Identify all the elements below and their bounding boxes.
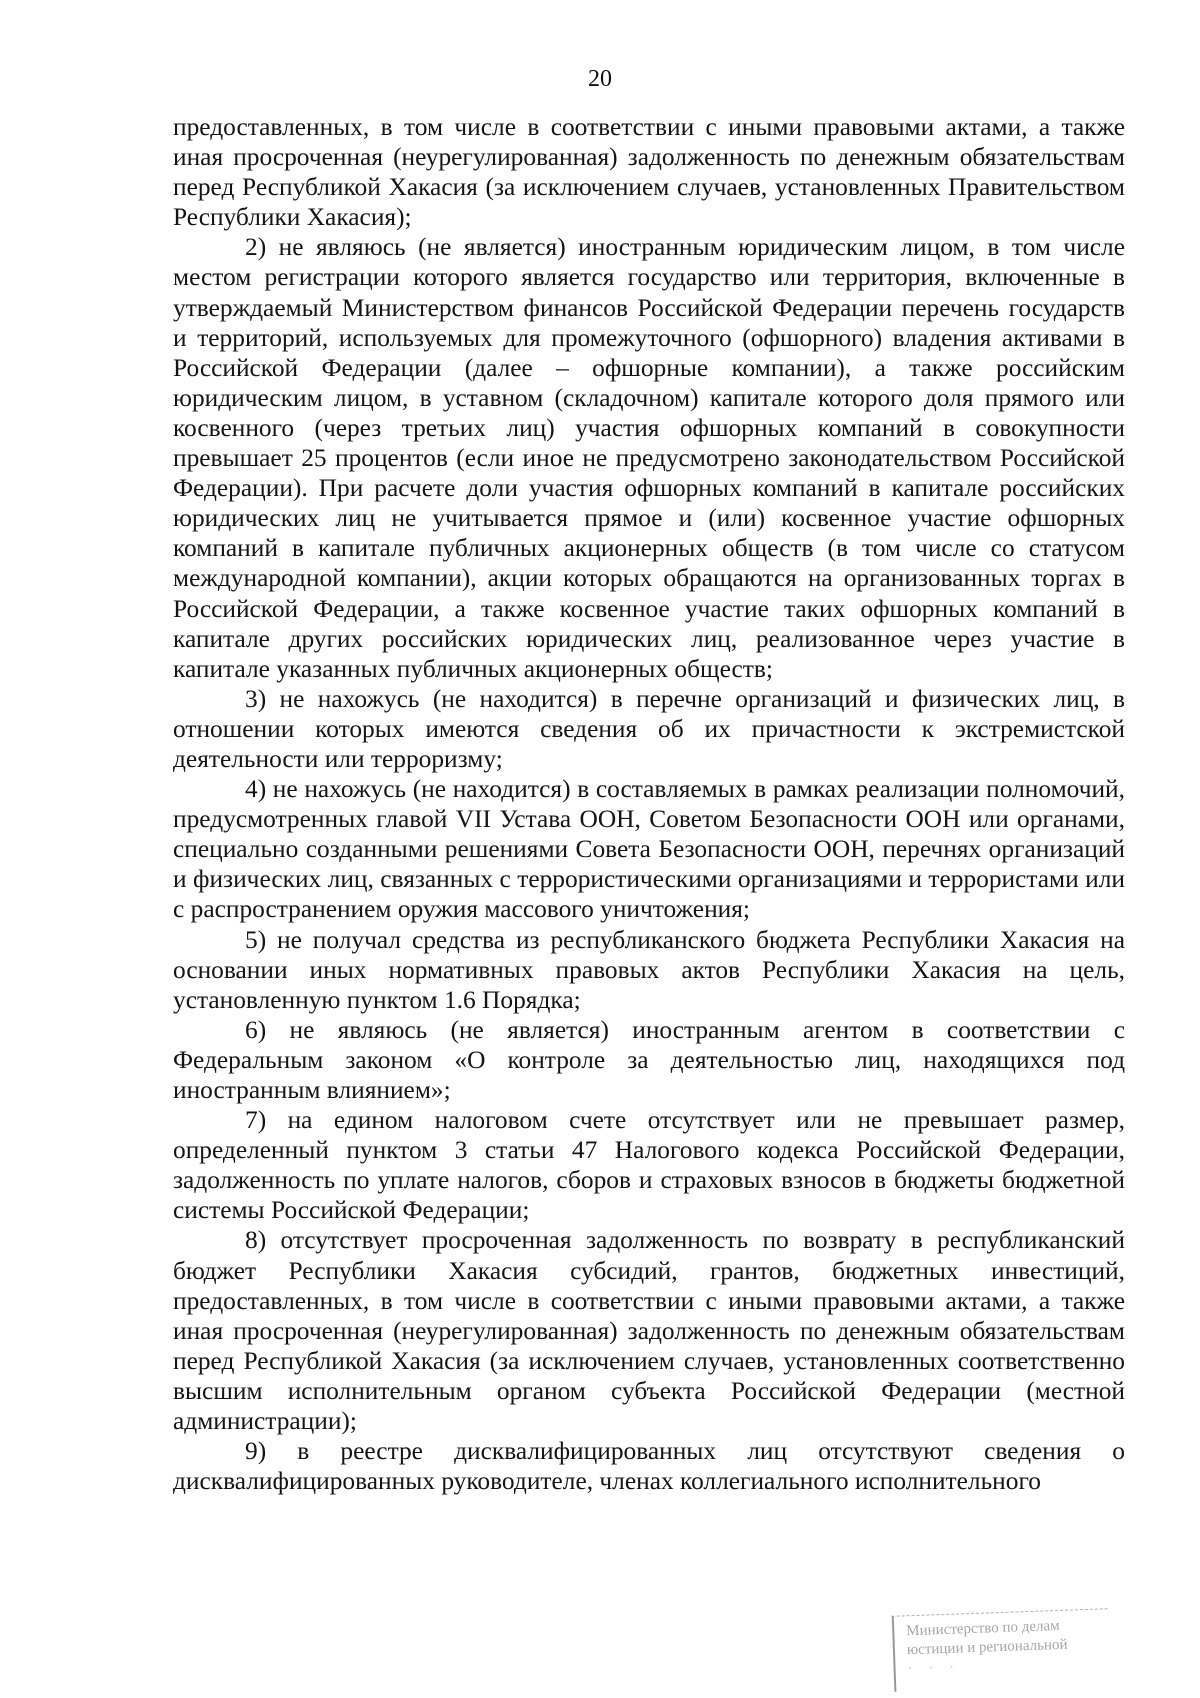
paragraph-item-9: 9) в реестре дисквалифицированных лиц отсутствуют сведения о дисквалифицированных руководителе, членах коллегиального исполнительного [173, 1437, 1125, 1496]
paragraph-item-8: 8) отсутствует просроченная задолженность по возврату в республиканский бюджет Республики Хакасия субсидий, грантов, бюджетных инвестиций, предоставленных, в том числе в соответствии с иными правовыми актами, а также иная просроченная (неурегулированная) задолженность по денежным обязательствам перед Республикой Хакасия (за исключением случаев, установленных соответственно высшим исполнительным органом субъекта Российской Федерации (местной администрации); [173, 1226, 1125, 1436]
document-body [173, 112, 1125, 1496]
paragraph-item-7: 7) на едином налоговом счете отсутствует или не превышает размер, определенный пунктом 3 статьи 47 Налогового кодекса Российской Федерации, задолженность по уплате налогов, сборов и страховых взносов в бюджеты бюджетной системы Российской Федерации; [173, 1106, 1125, 1225]
paragraph-item-6: 6) не являюсь (не является) иностранным агентом в соответствии с Федеральным законом «О контроле за деятельностью лиц, находящихся под иностранным влиянием»; [173, 1015, 1125, 1104]
stamp-line-3: · · · [907, 1659, 961, 1678]
paragraph-item-4: 4) не нахожусь (не находится) в составляемых в рамках реализации полномочий, предусмотренных главой VII Устава ООН, Советом Безопасности ООН или органами, специально созданными решениями Совета Безопасности ООН, перечнях организаций и физических лиц, связанных с террористическими организациями и террористами или с распространением оружия массового уничтожения; [173, 775, 1125, 924]
stamp-line-1: Министерство по делам [906, 1617, 1060, 1640]
paragraph-1-continuation: предоставленных, в том числе в соответствии с иными правовыми актами, а также иная просроченная (неурегулированная) задолженность по денежным обязательствам перед Республикой Хакасия (за исключением случаев, установленных Правительством Республики Хакасия); [173, 113, 1125, 232]
ministry-stamp [892, 1608, 1111, 1691]
paragraph-item-3: 3) не нахожусь (не находится) в перечне организаций и физических лиц, в отношении которых имеются сведения об их причастности к экстремистской деятельности или терроризму; [173, 684, 1125, 773]
paragraph-item-5: 5) не получал средства из республиканского бюджета Республики Хакасия на основании иных нормативных правовых актов Республики Хакасия на цель, установленную пунктом 1.6 Порядка; [173, 925, 1125, 1014]
stamp-line-2: юстиции и региональной [906, 1636, 1068, 1659]
paragraph-item-2: 2) не являюсь (не является) иностранным юридическим лицом, в том числе местом регистрации которого является государство или территория, включенные в утверждаемый Министерством финансов Российской Федерации перечень государств и территорий, используемых для промежуточного (офшорного) владения активами в Российской Федерации (далее – офшорные компании), а также российским юридическим лицом, в уставном (складочном) капитале которого доля прямого или косвенного (через третьих лиц) участия офшорных компаний в совокупности превышает 25 процентов (если иное не предусмотрено законодательством Российской Федерации). При расчете доли участия офшорных компаний в капитале российских юридических лиц не учитывается прямое и (или) косвенное участие офшорных компаний в капитале публичных акционерных обществ (в том числе со статусом международной компании), акции которых обращаются на организованных торгах в Российской Федерации, а также косвенное участие таких офшорных компаний в капитале других российских юридических лиц, реализованное через участие в капитале указанных публичных акционерных обществ; [173, 233, 1125, 683]
page-number: 20 [588, 66, 612, 92]
